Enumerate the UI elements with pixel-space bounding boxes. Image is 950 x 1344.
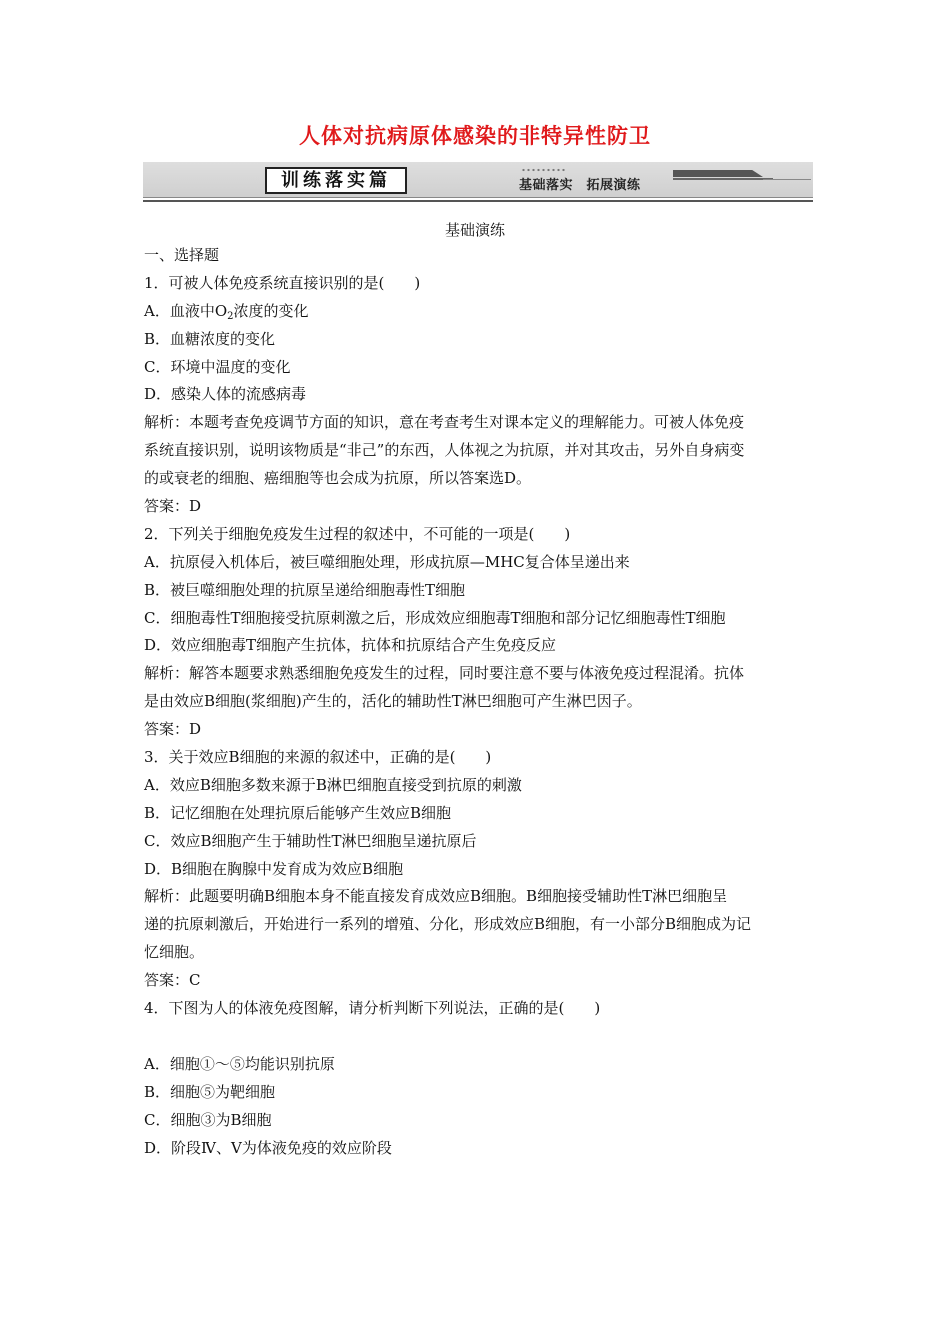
- question-1-option-a: A．血液中$O_2$浓度的变化: [144, 301, 309, 322]
- banner-box-label: 训练落实篇: [265, 167, 407, 194]
- question-3-analysis-line: 解析：此题要明确B细胞本身不能直接发育成效应B细胞。B细胞接受辅助性T淋巴细胞呈: [144, 887, 728, 906]
- section-banner: [143, 160, 813, 202]
- question-3-option-a: A．效应B细胞多数来源于B淋巴细胞直接受到抗原的刺激: [144, 775, 522, 794]
- question-4-option-d: D．阶段Ⅳ、Ⅴ为体液免疫的效应阶段: [144, 1138, 392, 1157]
- question-1-analysis-line: 解析：本题考查免疫调节方面的知识，意在考查考生对课本定义的理解能力。可被人体免疫: [144, 413, 745, 432]
- question-1-option-b: B．血糖浓度的变化: [144, 329, 276, 348]
- banner-arrow-icon: [673, 170, 763, 177]
- figure-placeholder: [144, 1023, 814, 1051]
- question-2-option-a: A．抗原侵入机体后，被巨噬细胞处理，形成抗原—MHC复合体呈递出来: [144, 552, 630, 571]
- question-3-option-d: D．B细胞在胸腺中发育成为效应B细胞: [144, 859, 404, 878]
- question-3-analysis-line: 递的抗原刺激后，开始进行一系列的增殖、分化，形成效应B细胞，有一小部分B细胞成为记: [144, 915, 752, 934]
- question-3-stem: 3．关于效应B细胞的来源的叙述中，正确的是( ): [144, 748, 492, 767]
- question-4-stem: 4．下图为人的体液免疫图解，请分析判断下列说法，正确的是( ): [144, 999, 601, 1018]
- question-3-analysis-line: 忆细胞。: [144, 943, 205, 962]
- question-3-option-c: C．效应B细胞产生于辅助性T淋巴细胞呈递抗原后: [144, 831, 477, 850]
- question-1-analysis-line: 系统直接识别，说明该物质是“非己”的东西，人体视之为抗原，并对其攻击，另外自身病变: [144, 441, 745, 460]
- banner-rule: [143, 200, 813, 202]
- question-4-option-b: B．细胞⑤为靶细胞: [144, 1082, 276, 1101]
- banner-band: [143, 162, 813, 198]
- question-2-analysis-line: 解析：解答本题要求熟悉细胞免疫发生的过程，同时要注意不要与体液免疫过程混淆。抗体: [144, 664, 745, 683]
- question-1-option-c: C．环境中温度的变化: [144, 357, 291, 376]
- banner-tail-line: [763, 179, 811, 180]
- question-list: [144, 242, 814, 1162]
- question-2-option-d: D．效应细胞毒T细胞产生抗体，抗体和抗原结合产生免疫反应: [144, 636, 557, 655]
- question-4-option-a: A．细胞①～⑤均能识别抗原: [144, 1054, 335, 1073]
- page-title: 人体对抗病原体感染的非特异性防卫: [299, 124, 651, 148]
- question-2-stem: 2．下列关于细胞免疫发生过程的叙述中，不可能的一项是( ): [144, 524, 571, 543]
- question-2-option-b: B．被巨噬细胞处理的抗原呈递给细胞毒性T细胞: [144, 580, 466, 599]
- question-1-stem: 1．可被人体免疫系统直接识别的是( ): [144, 273, 421, 292]
- question-1-answer: 答案：D: [144, 497, 202, 516]
- question-2-answer: 答案：D: [144, 720, 202, 739]
- banner-slogan: 基础落实 拓展演练: [519, 178, 641, 193]
- question-2-option-c: C．细胞毒性T细胞接受抗原刺激之后，形成效应细胞毒T细胞和部分记忆细胞毒性T细胞: [144, 608, 726, 627]
- question-1-option-d: D．感染人体的流感病毒: [144, 385, 307, 404]
- question-2-analysis-line: 是由效应B细胞(浆细胞)产生的，活化的辅助性T淋巴细胞可产生淋巴因子。: [144, 692, 642, 711]
- question-4-option-c: C．细胞③为B细胞: [144, 1110, 272, 1129]
- section-heading: 基础演练: [444, 221, 505, 239]
- banner-dots: [521, 168, 565, 172]
- banner-arrow-line: [673, 178, 773, 180]
- question-3-answer: 答案：C: [144, 971, 201, 990]
- banner-rule-thin: [143, 197, 813, 198]
- question-1-analysis-line: 的或衰老的细胞、癌细胞等也会成为抗原，所以答案选D。: [144, 469, 532, 488]
- part-heading: 一、选择题: [144, 246, 220, 264]
- question-3-option-b: B．记忆细胞在处理抗原后能够产生效应B细胞: [144, 803, 452, 822]
